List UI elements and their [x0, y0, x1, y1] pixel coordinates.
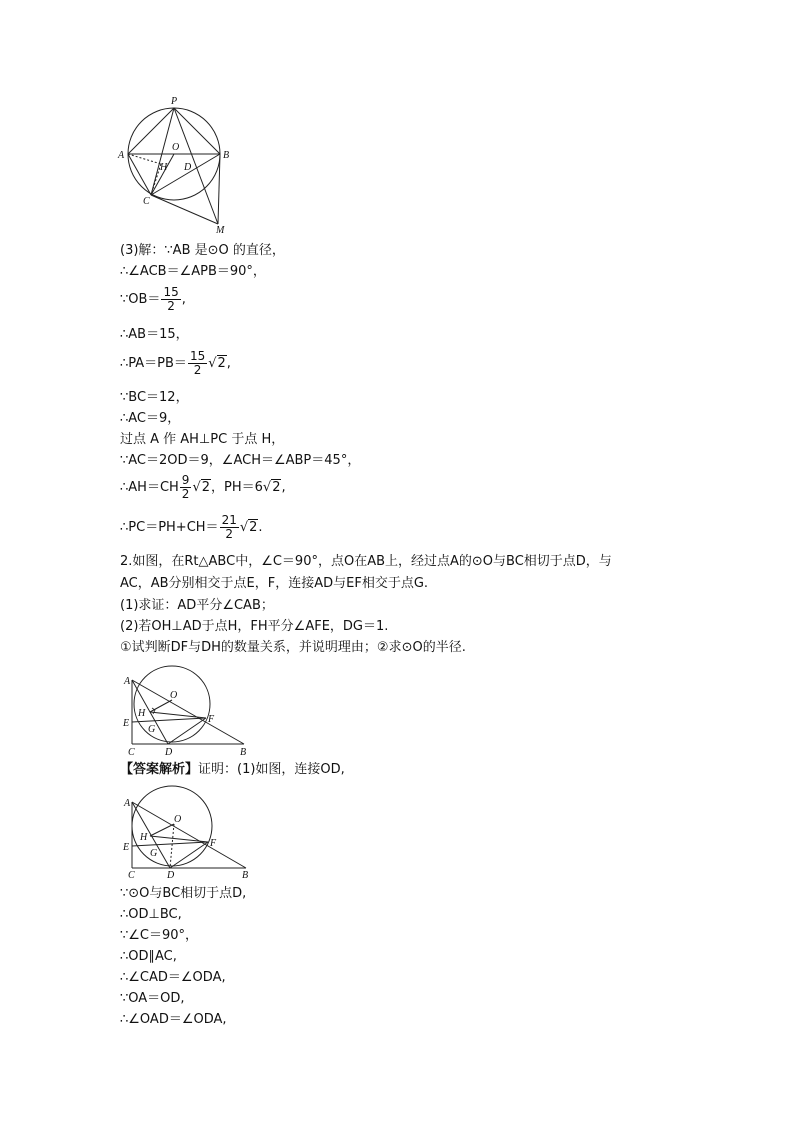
- proof-line: ∵⊙O与BC相切于点D,: [120, 886, 247, 901]
- sqrt: √2: [192, 480, 211, 495]
- solution-line: ∴PA＝PB＝ $\frac{15}{2}$ √2,: [120, 349, 231, 377]
- label-C: C: [143, 196, 150, 207]
- figure-right-triangle-circle-od: [120, 784, 256, 880]
- proof-line: ∵OA＝OD,: [120, 991, 185, 1006]
- proof-line: ∴OD⊥BC,: [120, 907, 182, 922]
- label-B: B: [223, 150, 230, 161]
- label-O: O: [172, 142, 180, 153]
- fraction: $\frac{15}{2}$: [163, 285, 179, 313]
- label-C: C: [128, 870, 135, 880]
- problem-line: (2)若OH⊥AD于点H，FH平分∠AFE，DG＝1.: [120, 619, 389, 634]
- proof-line: ∴∠OAD＝∠ODA,: [120, 1012, 227, 1027]
- label-H: H: [160, 162, 168, 173]
- label-H: H: [138, 708, 146, 719]
- label-C: C: [128, 747, 135, 758]
- fraction: $\frac{15}{2}$: [189, 349, 206, 377]
- label-E: E: [123, 842, 130, 853]
- proof-line: ∵∠C＝90°，: [120, 928, 199, 943]
- solution-line: (3)解：∵AB 是⊙O 的直径，: [120, 243, 285, 258]
- problem-line: AC，AB分别相交于点E，F，连接AD与EF相交于点G.: [120, 576, 429, 591]
- figure-circle-pabcm: [116, 94, 246, 234]
- sqrt: √2: [239, 520, 258, 535]
- solution-line: ∵BC＝12，: [120, 390, 189, 405]
- label-G: G: [150, 848, 158, 859]
- label-D: D: [167, 870, 175, 880]
- label-O: O: [170, 690, 178, 701]
- fraction: $\frac{21}{2}$: [221, 513, 237, 541]
- sqrt: √2: [262, 480, 281, 495]
- solution-line: ∴PC＝PH+CH＝ $\frac{21}{2}$ √2.: [120, 513, 263, 541]
- problem-line: ①试判断DF与DH的数量关系，并说明理由；②求⊙O的半径.: [120, 640, 466, 655]
- answer-intro: 【答案解析】证明：(1)如图，连接OD,: [120, 762, 345, 777]
- label-B: B: [242, 870, 249, 880]
- label-A: A: [118, 150, 125, 161]
- figure-right-triangle-circle: [120, 664, 256, 758]
- label-D: D: [165, 747, 173, 758]
- fraction: $\frac{9}{2}$: [181, 473, 190, 501]
- label-E: E: [123, 718, 130, 729]
- proof-line: ∴OD∥AC,: [120, 949, 177, 964]
- proof-line: ∴∠CAD＝∠ODA,: [120, 970, 226, 985]
- label-H: H: [140, 832, 148, 843]
- solution-line: ∵AC＝2OD＝9，∠ACH＝∠ABP＝45°，: [120, 453, 361, 468]
- label-P: P: [171, 96, 178, 107]
- solution-line: ∴AB＝15，: [120, 327, 189, 342]
- problem-line: (1)求证：AD平分∠CAB；: [120, 598, 274, 613]
- label-F: F: [208, 714, 215, 725]
- label-O: O: [174, 814, 182, 825]
- label-B: B: [240, 747, 247, 758]
- label-G: G: [148, 724, 156, 735]
- problem-line: 2.如图，在Rt△ABC中，∠C＝90°，点O在AB上，经过点A的⊙O与BC相切于点D，与: [120, 554, 612, 569]
- sqrt: √2: [208, 356, 226, 371]
- solution-line: ∴AC＝9，: [120, 411, 181, 426]
- solution-line: ∴∠ACB＝∠APB＝90°，: [120, 264, 266, 279]
- solution-line: 过点 A 作 AH⊥PC 于点 H，: [120, 432, 285, 447]
- label-F: F: [210, 838, 217, 849]
- label-A: A: [124, 798, 131, 809]
- answer-tag: 【答案解析】: [120, 762, 199, 777]
- label-M: M: [216, 225, 225, 234]
- solution-line: ∵OB＝ $\frac{15}{2}$ ,: [120, 285, 186, 313]
- label-D: D: [184, 162, 192, 173]
- label-A: A: [124, 676, 131, 687]
- solution-line: ∴AH＝CH $\frac{9}{2}$ √2，PH＝6√2,: [120, 473, 286, 501]
